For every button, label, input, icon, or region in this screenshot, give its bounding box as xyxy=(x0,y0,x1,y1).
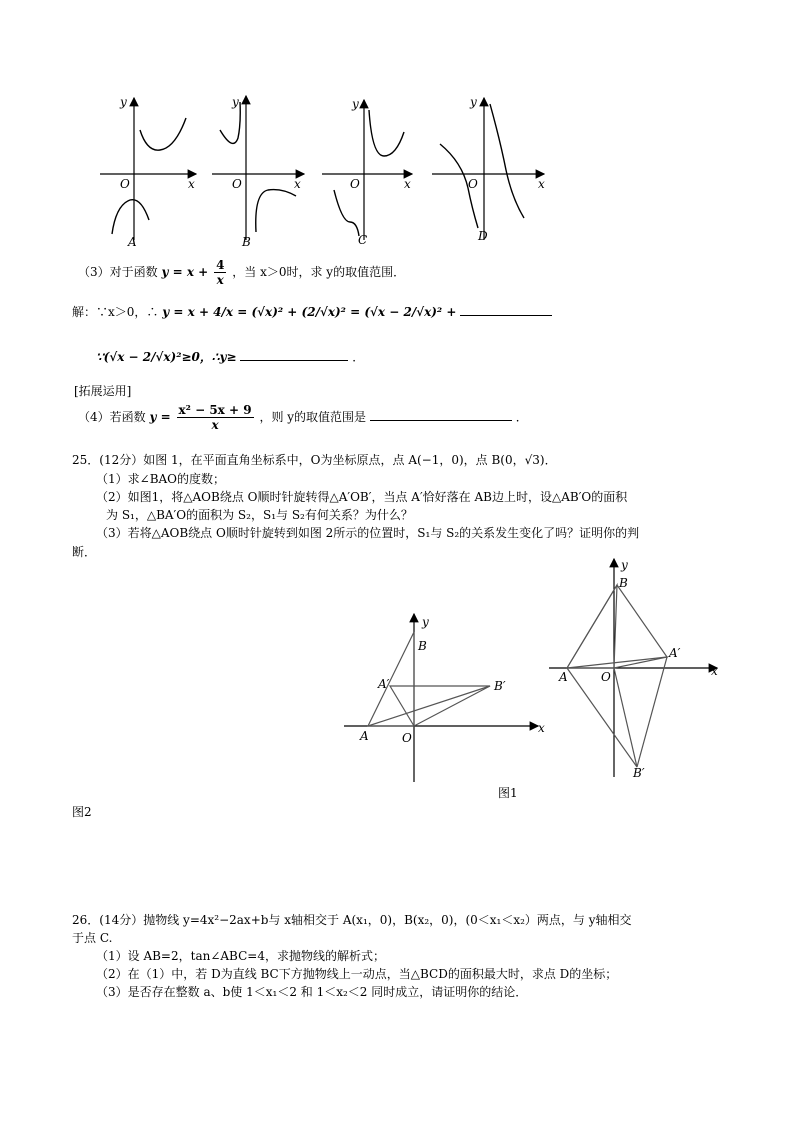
graph-a-x-label: x xyxy=(188,177,195,191)
figure-1 xyxy=(340,610,560,800)
graph-c-origin: O xyxy=(350,177,360,191)
fig1-label-b: B xyxy=(418,639,427,653)
graph-c-x-label: x xyxy=(404,177,411,191)
q25-part-3a: （3）若将△AOB绕点 O顺时针旋转到如图 2所示的位置时，S₁与 S₂的关系发生变化了吗？证明你的判 xyxy=(96,526,640,540)
fig2-label-x: x xyxy=(711,664,718,678)
q26-part-1: （1）设 AB=2，tan∠ABC=4，求抛物线的解析式； xyxy=(96,949,385,963)
q26-part-2: （2）在（1）中，若 D为直线 BC下方抛物线上一动点，当△BCD的面积最大时，求点 D的坐标； xyxy=(96,967,618,981)
fig1-label-a: A xyxy=(360,729,369,743)
graph-d-letter: D xyxy=(478,229,488,243)
figure-2-caption: 图2 xyxy=(72,805,92,819)
q3-fraction xyxy=(214,258,226,287)
graph-c xyxy=(322,97,412,247)
solution-line-2 xyxy=(96,348,364,365)
figure-2 xyxy=(545,555,725,785)
q26-part-3: （3）是否存在整数 a、b使 1＜x₁＜2 和 1＜x₂＜2 同时成立，请证明你的结论． xyxy=(96,985,528,999)
fig2-label-o: O xyxy=(601,670,611,684)
graph-c-letter: C xyxy=(358,233,368,247)
graph-b-letter: B xyxy=(242,235,251,249)
fig1-label-y: y xyxy=(422,615,429,629)
graph-d-y-label: y xyxy=(470,95,477,109)
q3-line xyxy=(78,258,405,287)
q4-suffix: ，则 y的取值范围是 xyxy=(259,410,367,424)
graph-d xyxy=(432,95,545,243)
q4-end: ． xyxy=(515,410,528,424)
graph-b-y-label: y xyxy=(232,95,239,109)
solution-expression-1: y = x + 4/x = (√x)² + (2/√x)² = (√x − 2/√x)² + xyxy=(162,305,457,319)
solution-prefix: 解：∵x＞0，∴ xyxy=(72,305,159,319)
q26-head-2: 于点 C. xyxy=(72,931,113,945)
q3-frac-den: x xyxy=(216,273,224,287)
section-heading: [拓展运用] xyxy=(74,384,132,398)
figure-1-caption: 图1 xyxy=(498,786,518,800)
q25-part-2b: 为 S₁，△BA′O的面积为 S₂，S₁与 S₂有何关系？为什么？ xyxy=(106,508,413,522)
q3-frac-num: 4 xyxy=(216,258,225,272)
graph-b xyxy=(212,95,304,249)
q4-func-lhs: y = xyxy=(149,410,171,424)
fig1-label-o: O xyxy=(402,731,412,745)
graph-c-y-label: y xyxy=(352,97,359,111)
graph-a xyxy=(100,95,196,249)
solution-line-1 xyxy=(72,303,552,320)
q3-suffix: ，当 x＞0时，求 y的取值范围． xyxy=(232,265,406,279)
q4-prefix: （4）若函数 xyxy=(78,410,146,424)
graph-a-y-label: y xyxy=(120,95,127,109)
fig1-label-b-prime: B′ xyxy=(494,679,506,693)
solution-line-2-end: ． xyxy=(352,350,365,364)
q25-part-1: （1）求∠BAO的度数； xyxy=(96,472,226,486)
graph-b-origin: O xyxy=(232,177,242,191)
q25-head: 25．(12分）如图 1，在平面直角坐标系中，O为坐标原点，点 A(−1，0)，点 B(0，√3)． xyxy=(72,453,557,467)
fig1-label-x: x xyxy=(538,721,545,735)
answer-blank-3[interactable] xyxy=(370,408,512,421)
fig2-label-a-prime: A′ xyxy=(669,646,681,660)
q4-frac-den: x xyxy=(211,418,219,432)
q4-fraction xyxy=(177,403,254,432)
q3-prefix: （3）对于函数 xyxy=(78,265,158,279)
q3-func-lhs: y = x + xyxy=(161,265,209,279)
q4-frac-num: x² − 5x + 9 xyxy=(178,403,252,417)
fig1-label-a-prime: A′ xyxy=(378,677,390,691)
graph-a-origin: O xyxy=(120,177,130,191)
fig2-label-y: y xyxy=(621,558,628,572)
answer-blank-1[interactable] xyxy=(460,303,552,316)
graph-d-x-label: x xyxy=(538,177,545,191)
fig2-label-b-prime: B′ xyxy=(633,766,645,780)
fig2-label-b: B xyxy=(619,576,628,590)
q4-line xyxy=(78,403,528,432)
graph-d-origin: O xyxy=(468,177,478,191)
q26-head: 26．(14分）抛物线 y=4x²−2ax+b与 x轴相交于 A(x₁，0)，B(x₂，0)，(0＜x₁＜x₂）两点，与 y轴相交 xyxy=(72,913,632,927)
solution-expression-2: ∵(√x − 2/√x)²≥0，∴y≥ xyxy=(96,350,237,364)
q25-part-2a: （2）如图1，将△AOB绕点 O顺时针旋转得△A′OB′，当点 A′恰好落在 AB边上时，设△AB′O的面积 xyxy=(96,490,628,504)
fig2-label-a: A xyxy=(559,670,568,684)
graph-b-x-label: x xyxy=(294,177,301,191)
q25-part-3b: 断． xyxy=(72,545,97,559)
answer-blank-2[interactable] xyxy=(240,348,348,361)
graph-a-letter: A xyxy=(128,235,137,249)
function-graphs xyxy=(0,90,794,255)
